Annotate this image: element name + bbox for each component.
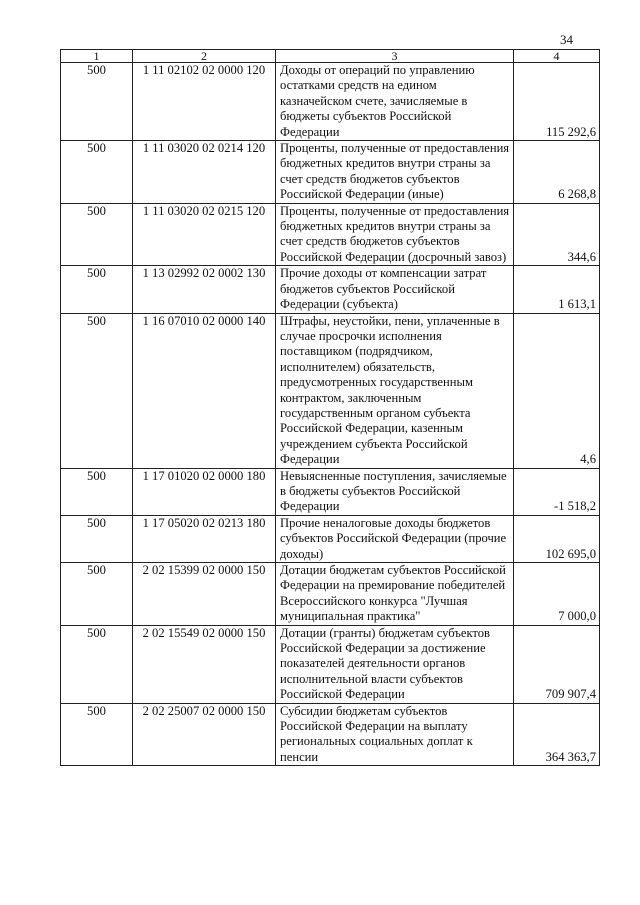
amount-cell: 6 268,8: [514, 141, 600, 204]
table-row: [61, 468, 600, 515]
budget-code-cell: 1 17 05020 02 0213 180: [133, 515, 276, 562]
table-row: [61, 63, 600, 141]
budget-code-cell: 2 02 25007 02 0000 150: [133, 703, 276, 766]
amount-cell: 4,6: [514, 313, 600, 468]
budget-code-cell: 1 11 02102 02 0000 120: [133, 63, 276, 141]
budget-code-cell: 1 17 01020 02 0000 180: [133, 468, 276, 515]
amount-cell: 102 695,0: [514, 515, 600, 562]
revenue-name-cell: Дотации (гранты) бюджетам субъектов Российской Федерации за достижение показателей деятельности органов исполнительной власти субъектов Российской Федерации: [276, 625, 514, 703]
revenue-name-cell: Невыясненные поступления, зачисляемые в бюджеты субъектов Российской Федерации: [276, 468, 514, 515]
admin-code-cell: 500: [61, 563, 133, 626]
budget-code-cell: 1 11 03020 02 0215 120: [133, 203, 276, 266]
table-row: [61, 563, 600, 626]
budget-code-cell: 1 13 02992 02 0002 130: [133, 266, 276, 313]
revenue-name-cell: Проценты, полученные от предоставления бюджетных кредитов внутри страны за счет средств бюджетов субъектов Российской Федерации (иные): [276, 141, 514, 204]
column-header-1: 1: [61, 50, 133, 63]
table-row: [61, 313, 600, 468]
table-row: [61, 203, 600, 266]
admin-code-cell: 500: [61, 266, 133, 313]
admin-code-cell: 500: [61, 141, 133, 204]
admin-code-cell: 500: [61, 313, 133, 468]
revenue-name-cell: Субсидии бюджетам субъектов Российской Федерации на выплату региональных социальных доплат к пенсии: [276, 703, 514, 766]
admin-code-cell: 500: [61, 468, 133, 515]
column-header-3: 3: [276, 50, 514, 63]
admin-code-cell: 500: [61, 203, 133, 266]
revenue-name-cell: Прочие доходы от компенсации затрат бюджетов субъектов Российской Федерации (субъекта): [276, 266, 514, 313]
budget-code-cell: 1 11 03020 02 0214 120: [133, 141, 276, 204]
revenue-name-cell: Штрафы, неустойки, пени, уплаченные в случае просрочки исполнения поставщиком (подрядчиком, исполнителем) обязательств, предусмотренных государственным контрактом, заключенным государственным органом субъекта Российской Федерации, казенным учреждением субъекта Российской Федерации: [276, 313, 514, 468]
admin-code-cell: 500: [61, 515, 133, 562]
table-row: [61, 625, 600, 703]
revenue-name-cell: Прочие неналоговые доходы бюджетов субъектов Российской Федерации (прочие доходы): [276, 515, 514, 562]
budget-code-cell: 2 02 15549 02 0000 150: [133, 625, 276, 703]
admin-code-cell: 500: [61, 63, 133, 141]
budget-code-cell: 1 16 07010 02 0000 140: [133, 313, 276, 468]
revenue-name-cell: Доходы от операций по управлению остатками средств на едином казначейском счете, зачисляемые в бюджеты субъектов Российской Федерации: [276, 63, 514, 141]
admin-code-cell: 500: [61, 625, 133, 703]
column-header-2: 2: [133, 50, 276, 63]
amount-cell: 344,6: [514, 203, 600, 266]
amount-cell: -1 518,2: [514, 468, 600, 515]
amount-cell: 1 613,1: [514, 266, 600, 313]
revenue-table: [60, 49, 600, 766]
amount-cell: 364 363,7: [514, 703, 600, 766]
header-row: [61, 50, 600, 63]
revenue-name-cell: Дотации бюджетам субъектов Российской Федерации на премирование победителей Всероссийского конкурса "Лучшая муниципальная практика": [276, 563, 514, 626]
amount-cell: 709 907,4: [514, 625, 600, 703]
table-row: [61, 703, 600, 766]
column-header-4: 4: [514, 50, 600, 63]
table-body: [61, 63, 600, 766]
revenue-name-cell: Проценты, полученные от предоставления бюджетных кредитов внутри страны за счет средств бюджетов субъектов Российской Федерации (досрочный завоз): [276, 203, 514, 266]
admin-code-cell: 500: [61, 703, 133, 766]
amount-cell: 7 000,0: [514, 563, 600, 626]
table-header: [61, 50, 600, 63]
page-number: 34: [560, 32, 573, 47]
table-row: [61, 141, 600, 204]
table-row: [61, 266, 600, 313]
budget-code-cell: 2 02 15399 02 0000 150: [133, 563, 276, 626]
amount-cell: 115 292,6: [514, 63, 600, 141]
table-row: [61, 515, 600, 562]
